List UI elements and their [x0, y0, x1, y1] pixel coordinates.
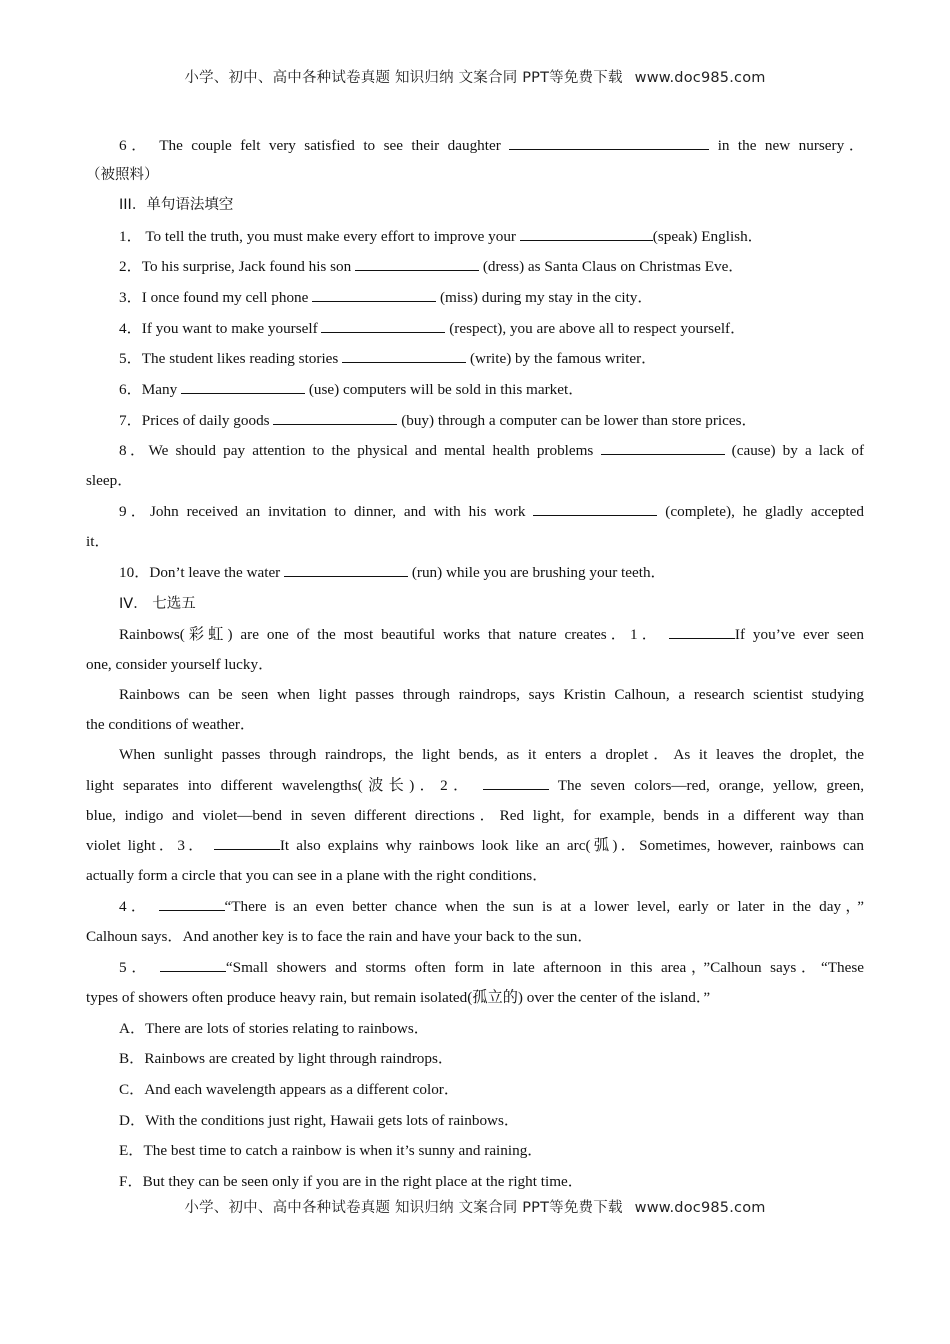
section-3-title: III．单句语法填空 [119, 197, 234, 213]
grammar-q1: 1． To tell the truth, you must make every effort to improve your (speak) English． [119, 228, 763, 245]
footer-url[interactable]: www.doc985.com [634, 1200, 766, 1216]
passage-blank-1[interactable] [669, 624, 735, 639]
answer-blank[interactable] [533, 501, 657, 516]
passage-blank-5[interactable] [160, 957, 226, 972]
passage-p3-line2: light separates into different wavelengths(波长)．2． The seven colors—red, orange, yellow, green, [86, 777, 864, 794]
passage-p3-line3: blue, indigo and violet—bend in seven different directions．Red light, for example, bends in a different way than [86, 807, 864, 824]
grammar-q2: 2．To his surprise, Jack found his son (dress) as Santa Claus on Christmas Eve． [119, 258, 744, 275]
passage-p3-line4: violet light．3． It also explains why rainbows look like an arc(弧)．Sometimes, however, rainbows can [86, 837, 864, 854]
passage-p3-line5: actually form a circle that you can see in a plane with the right conditions． [86, 867, 548, 884]
passage-p3-line1: When sunlight passes through raindrops, the light bends, as it enters a droplet．As it leaves the droplet, the [119, 746, 864, 763]
grammar-q9: 9．John received an invitation to dinner, and with his work (complete), he gladly accepted [119, 503, 864, 520]
answer-blank[interactable] [284, 562, 408, 577]
passage-blank-4[interactable] [159, 896, 225, 911]
header-text: 小学、初中、高中各种试卷真题 知识归纳 文案合同 PPT等免费下载 [184, 70, 623, 86]
question-number: 6． [119, 137, 152, 154]
option-d: D．With the conditions just right, Hawaii gets lots of rainbows． [119, 1112, 520, 1129]
grammar-q5: 5．The student likes reading stories (write) by the famous writer． [119, 350, 657, 367]
page-header [0, 66, 950, 87]
answer-blank[interactable] [520, 226, 653, 241]
passage-p4-line2: Calhoun says．And another key is to face the rain and have your back to the sun． [86, 928, 593, 945]
grammar-q3: 3．I once found my cell phone (miss) during my stay in the city． [119, 289, 653, 306]
question-text: The couple felt very satisfied to see their daughter [159, 137, 501, 154]
answer-blank[interactable] [509, 135, 709, 150]
option-b: B．Rainbows are created by light through raindrops． [119, 1050, 454, 1067]
option-f: F．But they can be seen only if you are in the right place at the right time． [119, 1173, 583, 1190]
passage-p2-line1: Rainbows can be seen when light passes through raindrops, says Kristin Calhoun, a research scientist studying [119, 686, 864, 703]
passage-blank-3[interactable] [214, 835, 280, 850]
answer-blank[interactable] [312, 287, 436, 302]
header-url[interactable]: www.doc985.com [634, 70, 766, 86]
answer-blank[interactable] [342, 348, 466, 363]
question-6-prev-cont: （被照料） [86, 167, 159, 183]
passage-p1-line1: Rainbows(彩虹) are one of the most beautiful works that nature creates．1． If you’ve ever seen [119, 626, 864, 643]
answer-blank[interactable] [321, 318, 445, 333]
section-4-title: IV． 七选五 [119, 596, 196, 612]
grammar-q10: 10．Don’t leave the water (run) while you are brushing your teeth． [119, 564, 666, 581]
question-6-prev [119, 135, 864, 157]
grammar-q4: 4．If you want to make yourself (respect), you are above all to respect yourself． [119, 320, 746, 337]
grammar-q7: 7．Prices of daily goods (buy) through a computer can be lower than store prices． [119, 412, 757, 429]
passage-p1-line2: one, consider yourself lucky． [86, 656, 274, 673]
answer-blank[interactable] [601, 440, 725, 455]
passage-p2-line2: the conditions of weather． [86, 716, 256, 733]
grammar-q6: 6．Many (use) computers will be sold in this market． [119, 381, 584, 398]
option-a: A．There are lots of stories relating to rainbows． [119, 1020, 429, 1037]
page-footer [0, 1196, 950, 1217]
option-e: E．The best time to catch a rainbow is when it’s sunny and raining． [119, 1142, 543, 1159]
grammar-q9-cont: it． [86, 533, 110, 550]
passage-p5-line1: 5． “Small showers and storms often form in late afternoon in this area，”Calhoun says．“These [119, 959, 865, 976]
grammar-q8-cont: sleep． [86, 472, 133, 489]
footer-text: 小学、初中、高中各种试卷真题 知识归纳 文案合同 PPT等免费下载 [184, 1200, 623, 1216]
option-c: C．And each wavelength appears as a different color． [119, 1081, 460, 1098]
answer-blank[interactable] [273, 410, 397, 425]
answer-blank[interactable] [181, 379, 305, 394]
question-text: in the new nursery． [717, 137, 865, 154]
passage-p4-line1: 4． “There is an even better chance when the sun is at a lower level, early or later in the day，” [119, 898, 865, 915]
passage-blank-2[interactable] [483, 775, 549, 790]
grammar-q8: 8．We should pay attention to the physical and mental health problems (cause) by a lack of [119, 442, 865, 459]
passage-p5-line2: types of showers often produce heavy rain, but remain isolated(孤立的) over the center of the island．” [86, 989, 711, 1006]
answer-blank[interactable] [355, 256, 479, 271]
